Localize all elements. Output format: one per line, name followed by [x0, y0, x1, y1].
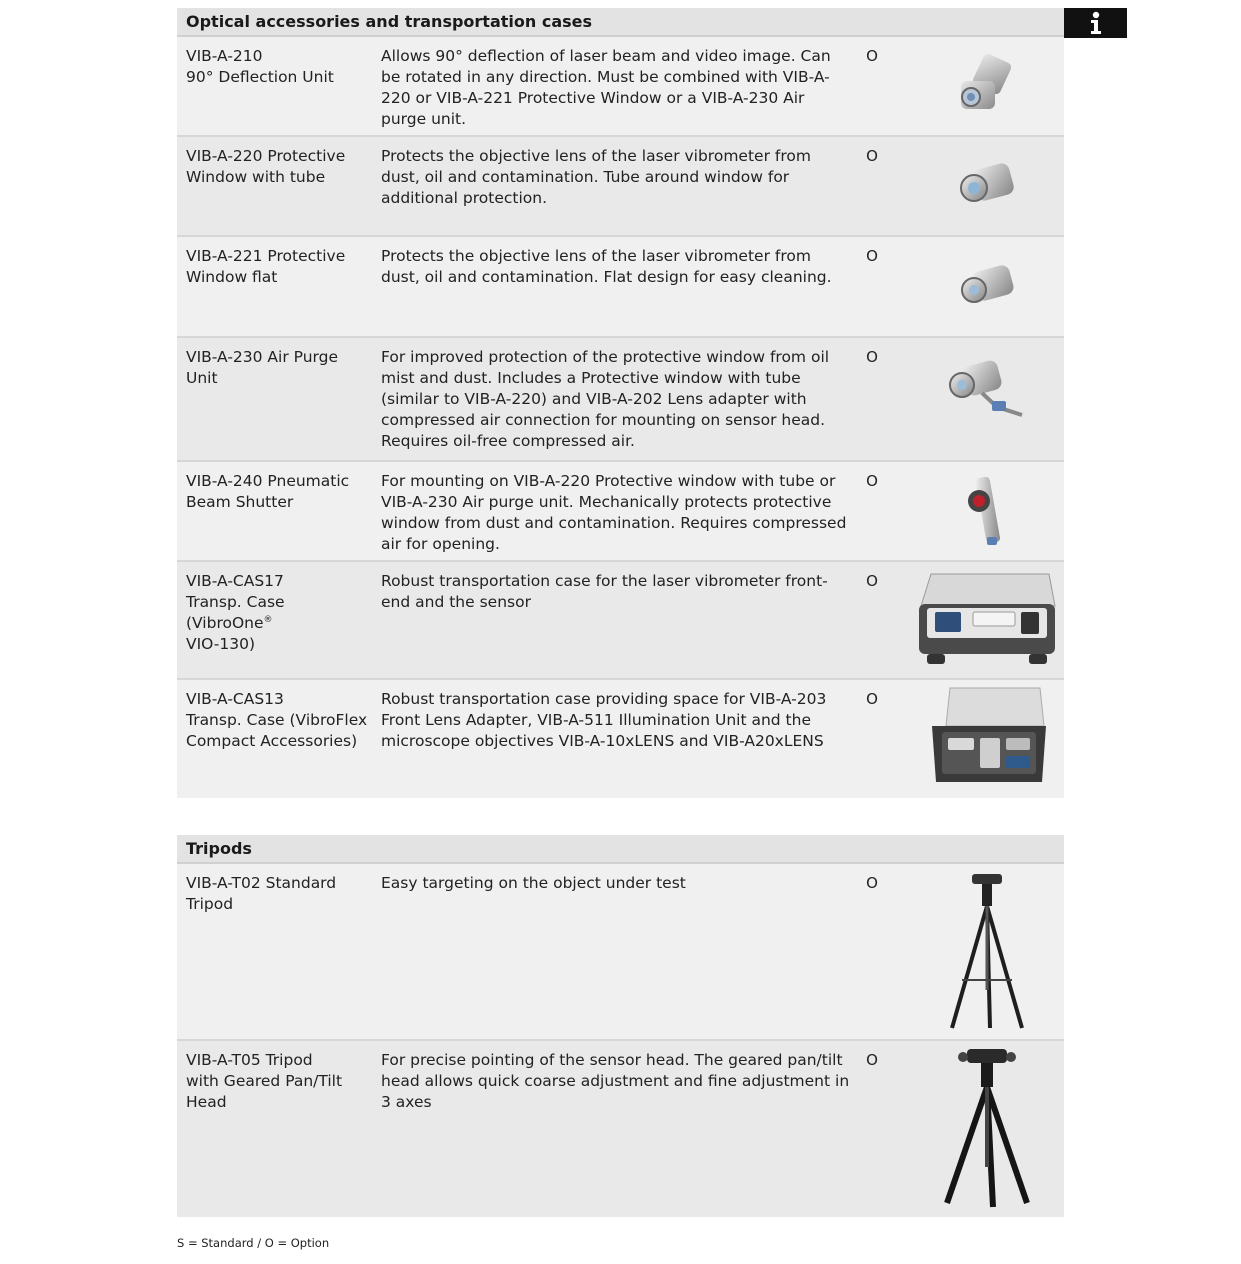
product-name-line: VIO-130)	[186, 635, 256, 653]
info-icon	[1087, 11, 1105, 35]
product-name-line: with Geared Pan/Tilt	[186, 1072, 343, 1090]
product-name-line: Compact Accessories)	[186, 732, 358, 750]
product-image	[912, 342, 1062, 442]
product-name	[186, 471, 371, 513]
product-image	[912, 141, 1062, 231]
option-marker: O	[866, 147, 878, 165]
table-row	[177, 37, 1064, 137]
option-marker: O	[866, 472, 878, 490]
product-image	[912, 684, 1062, 792]
product-name-line: VIB-A-T05 Tripod	[186, 1051, 313, 1069]
legend-footnote: S = Standard / O = Option	[177, 1236, 330, 1250]
product-name	[186, 347, 371, 389]
geared-tripod-icon	[937, 1047, 1037, 1211]
product-name-line: VIB-A-CAS13	[186, 690, 284, 708]
option-marker: O	[866, 874, 878, 892]
product-description: For mounting on VIB-A-220 Protective window with tube or VIB-A-230 Air purge unit. Mechanically protects protective window from dust and contamination. Requires compressed air for opening.	[381, 472, 847, 553]
product-name	[186, 46, 371, 88]
product-description: Protects the objective lens of the laser vibrometer from dust, oil and contamination. Flat design for easy cleaning.	[381, 247, 832, 286]
table-row	[177, 137, 1064, 237]
product-name	[186, 873, 371, 915]
product-name-line: Window flat	[186, 268, 278, 286]
table-row	[177, 338, 1064, 462]
product-name-line: Transp. Case (VibroFlex	[186, 711, 368, 729]
table-row	[177, 864, 1064, 1041]
beam-shutter-icon	[957, 471, 1017, 551]
product-name	[186, 689, 371, 752]
product-description: For improved protection of the protective window from oil mist and dust. Includes a Protective window with tube (similar to VIB-A-220) and VIB-A-202 Lens adapter with compressed air connection for mounting on sensor head. Requires oil-free compressed air.	[381, 348, 830, 450]
option-marker: O	[866, 1051, 878, 1069]
product-name-line	[186, 592, 371, 634]
option-marker: O	[866, 247, 878, 265]
product-image	[912, 1045, 1062, 1213]
option-marker: O	[866, 348, 878, 366]
registered-mark: ®	[263, 614, 273, 625]
product-name-line: VIB-A-210	[186, 47, 263, 65]
product-name-text: Transp. Case (VibroOne	[186, 593, 285, 632]
product-description: Allows 90° deflection of laser beam and video image. Can be rotated in any direction. Must be combined with VIB-A-220 or VIB-A-221 Protective Window or a VIB-A-230 Air purge unit.	[381, 47, 831, 128]
product-image	[912, 41, 1062, 131]
product-name-line: VIB-A-T02 Standard	[186, 874, 337, 892]
table-row	[177, 462, 1064, 562]
product-name-line: VIB-A-CAS17	[186, 572, 284, 590]
product-name-line: VIB-A-221 Protective	[186, 247, 346, 265]
option-marker: O	[866, 47, 878, 65]
product-name	[186, 1050, 371, 1113]
product-name	[186, 571, 371, 655]
section-tripods	[177, 835, 1064, 1217]
product-name	[186, 246, 371, 288]
product-description: For precise pointing of the sensor head. The geared pan/tilt head allows quick coarse adjustment and fine adjustment in 3 axes	[381, 1051, 850, 1111]
section-optical-accessories	[177, 8, 1064, 798]
product-name-line: Beam Shutter	[186, 493, 294, 511]
product-name-line: VIB-A-240 Pneumatic	[186, 472, 350, 490]
product-description: Easy targeting on the object under test	[381, 874, 686, 892]
option-marker: O	[866, 572, 878, 590]
product-name-line: Window with tube	[186, 168, 326, 186]
product-description: Robust transportation case for the laser vibrometer front-end and the sensor	[381, 572, 828, 611]
product-name	[186, 146, 371, 188]
table-row	[177, 562, 1064, 680]
section-title: Optical accessories and transportation cases	[177, 8, 1064, 37]
accessory-case-icon	[922, 686, 1052, 790]
product-description: Protects the objective lens of the laser vibrometer from dust, oil and contamination. Tube around window for additional protection.	[381, 147, 811, 207]
option-marker: O	[866, 690, 878, 708]
product-description: Robust transportation case providing space for VIB-A-203 Front Lens Adapter, VIB-A-511 Illumination Unit and the microscope objectives VIB-A-10xLENS and VIB-A20xLENS	[381, 690, 827, 750]
deflection-unit-icon	[947, 51, 1027, 121]
transport-case-icon	[913, 566, 1061, 670]
product-name-line: Head	[186, 1093, 227, 1111]
protective-window-tube-icon	[952, 156, 1022, 216]
product-name-line: 90° Deflection Unit	[186, 68, 334, 86]
product-image	[912, 564, 1062, 672]
table-row	[177, 237, 1064, 338]
product-name-line: VIB-A-230 Air Purge Unit	[186, 348, 339, 387]
standard-tripod-icon	[942, 870, 1032, 1034]
product-name-line: VIB-A-220 Protective	[186, 147, 346, 165]
table-row	[177, 680, 1064, 798]
product-image	[912, 868, 1062, 1036]
info-badge	[1064, 8, 1127, 38]
air-purge-unit-icon	[942, 357, 1032, 427]
product-image	[912, 466, 1062, 556]
section-title: Tripods	[177, 835, 1064, 864]
protective-window-flat-icon	[952, 256, 1022, 316]
product-image	[912, 241, 1062, 331]
table-row	[177, 1041, 1064, 1217]
product-name-line: Tripod	[186, 895, 234, 913]
